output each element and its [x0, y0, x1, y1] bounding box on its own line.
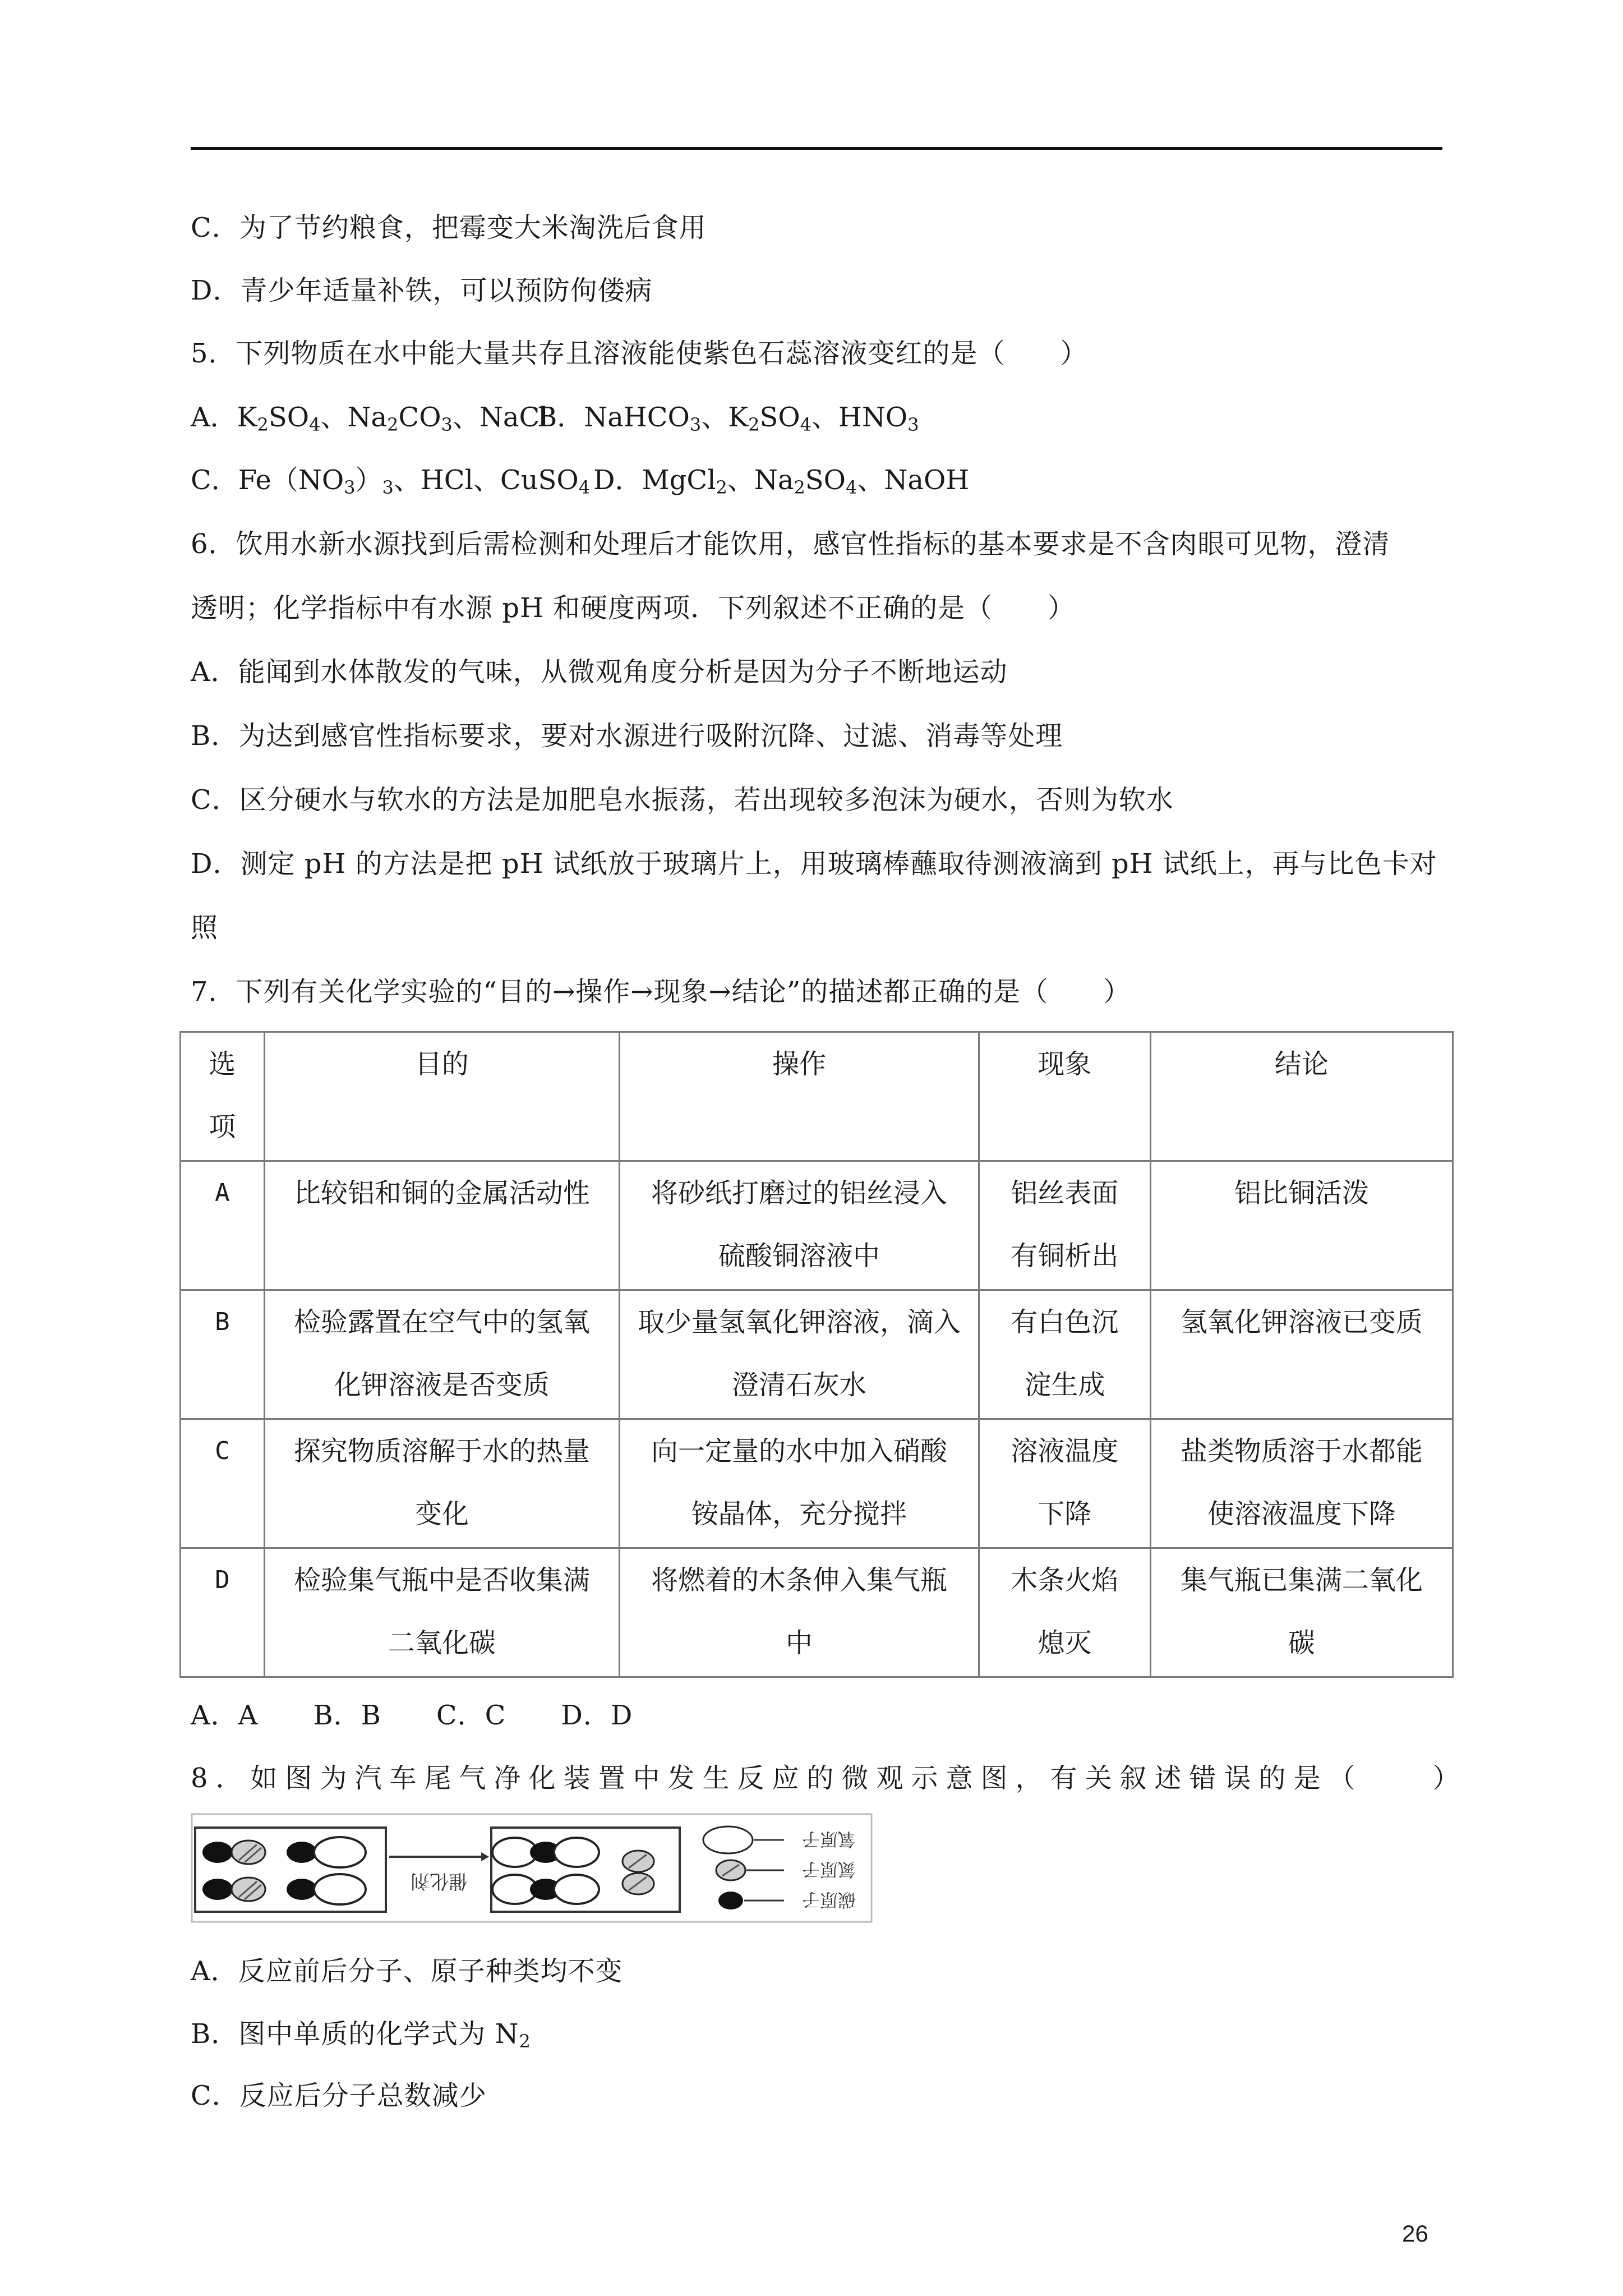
question-8: 8．如图为汽车尾气净化装置中发生反应的微观示意图，有关叙述错误的是（ ） [191, 1763, 1468, 1794]
table-row [181, 1548, 1453, 1677]
q6-option-a: A．能闻到水体散发的气味，从微观角度分析是因为分子不断地运动 [191, 656, 1008, 688]
arrow-label: 催化剂 [411, 1870, 468, 1892]
header-cell-purpose: 目的 [264, 1032, 619, 1161]
table-cell: C [181, 1419, 265, 1548]
table-cell: A [181, 1161, 265, 1290]
table-cell: B [181, 1290, 265, 1419]
table-cell: D [181, 1548, 265, 1677]
question-5: 5．下列物质在水中能大量共存且溶液能使紫色石蕊溶液变红的是（ ） [191, 338, 1088, 369]
table-cell: 溶液温度 下降 [979, 1419, 1151, 1548]
q6-option-d-line-2: 照 [191, 912, 219, 944]
table-cell: 木条火焰 熄灭 [979, 1548, 1151, 1677]
q5-option-b: B．NaHCO$_3$、$K_2SO_4$、$HNO_3$ [537, 402, 919, 435]
q8-option-b: B．图中单质的化学式为 $N_2$ [191, 2018, 531, 2052]
table-header-row [181, 1032, 1453, 1161]
table-row [181, 1290, 1453, 1419]
diagram-frame [192, 1814, 872, 1922]
header-cell-phenomenon: 现象 [979, 1032, 1151, 1161]
table-cell: 将砂纸打磨过的铝丝浸入 硫酸铜溶液中 [619, 1161, 979, 1290]
q5-option-d: D．MgCl$_2$、$Na_2SO_4$、NaOH [593, 464, 970, 498]
header-cell-option: 选 项 [181, 1032, 265, 1161]
header-cell-operation: 操作 [619, 1032, 979, 1161]
question-7: 7．下列有关化学实验的“目的→操作→现象→结论”的描述都正确的是（ ） [191, 976, 1131, 1007]
table-cell: 盐类物质溶于水都能 使溶液温度下降 [1150, 1419, 1453, 1548]
q5-option-a: A．$K_2SO_4$、$Na_2CO_3$、NaCl [191, 402, 548, 435]
table-cell: 比较铝和铜的金属活动性 [264, 1161, 619, 1290]
header-rule [191, 147, 1442, 150]
table-cell: 取少量氢氧化钾溶液，滴入 澄清石灰水 [619, 1290, 979, 1419]
table-cell: 检验露置在空气中的氢氧 化钾溶液是否变质 [264, 1290, 619, 1419]
q8-option-c: C．反应后分子总数减少 [191, 2080, 487, 2111]
table-cell: 集气瓶已集满二氧化 碳 [1150, 1548, 1453, 1677]
table-cell: 铝丝表面 有铜析出 [979, 1161, 1151, 1290]
header-cell-conclusion: 结论 [1150, 1032, 1453, 1161]
table-cell: 检验集气瓶中是否收集满 二氧化碳 [264, 1548, 619, 1677]
legend-nitrogen: 氮原子 [801, 1859, 856, 1880]
q8-option-a: A．反应前后分子、原子种类均不变 [191, 1955, 623, 1987]
question-6-line-1: 6．饮用水新水源找到后需检测和处理后才能饮用，感官性指标的基本要求是不含肉眼可见物，澄清 [191, 528, 1390, 560]
q6-option-d-line-1: D．测定 pH 的方法是把 pH 试纸放于玻璃片上，用玻璃棒蘸取待测液滴到 pH 试纸上，再与比色卡对 [191, 848, 1437, 880]
table-cell: 探究物质溶解于水的热量 变化 [264, 1419, 619, 1548]
table-cell: 向一定量的水中加入硝酸 铵晶体，充分搅拌 [619, 1419, 979, 1548]
q6-option-b: B．为达到感官性指标要求，要对水源进行吸附沉降、过滤、消毒等处理 [191, 720, 1063, 752]
table-cell: 有白色沉 淀生成 [979, 1290, 1151, 1419]
q6-option-c: C．区分硬水与软水的方法是加肥皂水振荡，若出现较多泡沫为硬水，否则为软水 [191, 784, 1174, 816]
legend-carbon: 碳原子 [801, 1889, 856, 1911]
table-row [181, 1419, 1453, 1548]
legend-oxygen: 氧原子 [801, 1829, 856, 1850]
question-6-line-2: 透明；化学指标中有水源 pH 和硬度两项．下列叙述不正确的是（ ） [191, 592, 1076, 624]
q4-option-d: D．青少年适量补铁，可以预防佝偻病 [191, 275, 653, 306]
reaction-diagram [190, 1812, 874, 1924]
q5-option-c: C．$Fe(NO_3)_3$、HCl、CuSO$_4$ [191, 464, 591, 498]
q4-option-c: C．为了节约粮食，把霉变大米淘洗后食用 [191, 212, 707, 243]
table-cell: 铝比铜活泼 [1150, 1161, 1453, 1290]
table-cell: 将燃着的木条伸入集气瓶 中 [619, 1548, 979, 1677]
q7-options: A．A B．B C．C D．D [191, 1700, 633, 1731]
page-number: 26 [1402, 2220, 1428, 2247]
table-cell: 氢氧化钾溶液已变质 [1150, 1290, 1453, 1419]
table-row [181, 1161, 1453, 1290]
experiment-table [179, 1031, 1454, 1678]
